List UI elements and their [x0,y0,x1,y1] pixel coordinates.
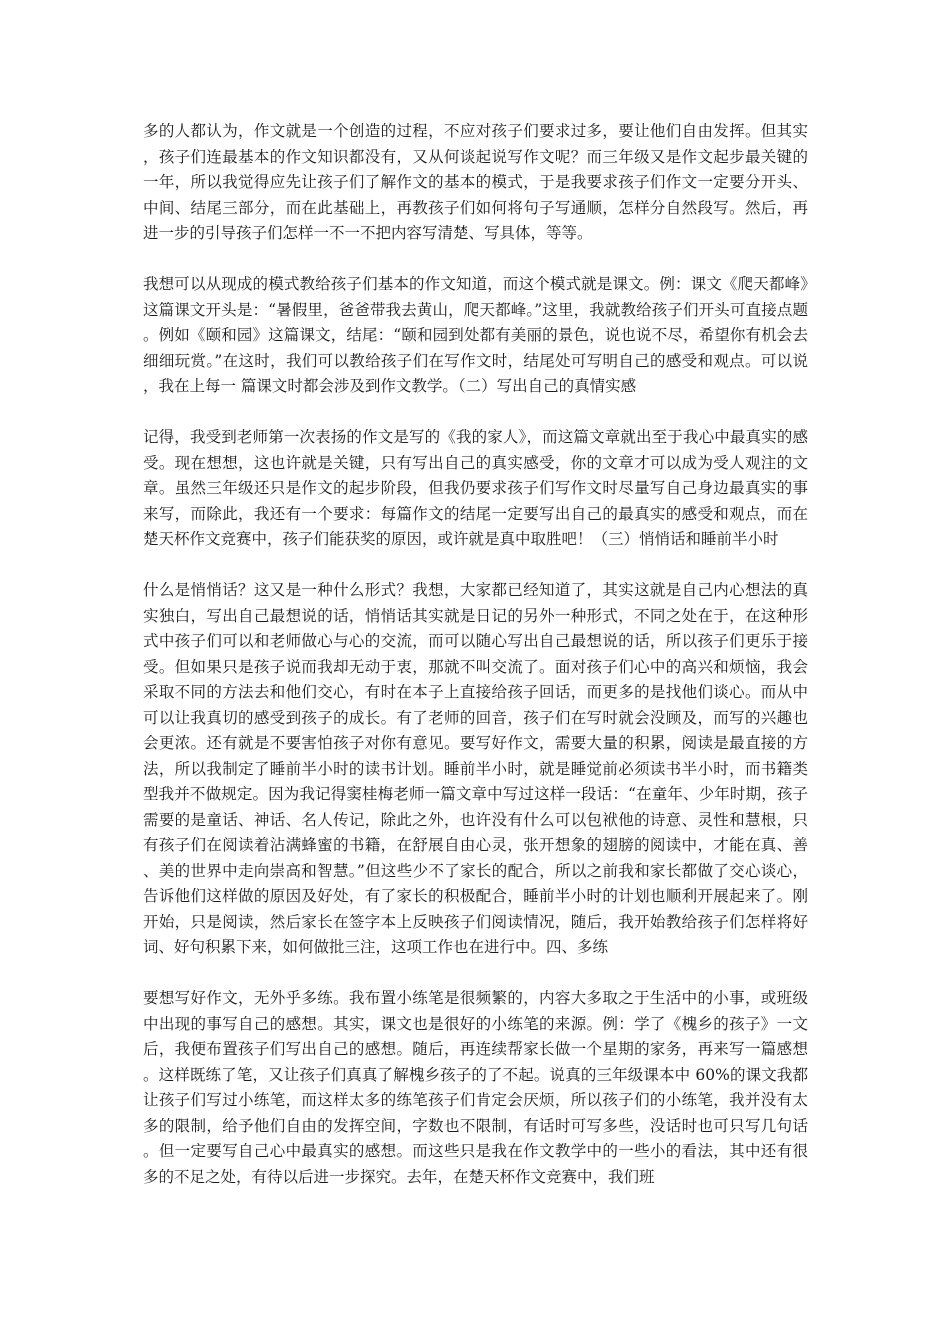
paragraph: 什么是悄悄话？这又是一种什么形式？我想，大家都已经知道了，其实这就是自己内心想法的真实独白，写出自己最想说的话，悄悄话其实就是日记的另外一种形式，不同之处在于，在这种形式中孩子们可以和老师做心与心的交流，而可以随心写出自己最想说的话，所以孩子们更乐于接受。但如果只是孩子说而我却无动于衷，那就不叫交流了。面对孩子们心中的高兴和烦恼，我会采取不同的方法去和他们交心，有时在本子上直接给孩子回话，而更多的是找他们谈心。而从中可以让我真切的感受到孩子的成长。有了老师的回音，孩子们在写时就会没顾及，而写的兴趣也会更浓。还有就是不要害怕孩子对你有意见。要写好作文，需要大量的积累，阅读是最直接的方法，所以我制定了睡前半小时的读书计划。睡前半小时，就是睡觉前必须读书半小时，而书籍类型我并不做规定。因为我记得窦桂梅老师一篇文章中写过这样一段话：“在童年、少年时期，孩子需要的是童话、神话、名人传记，除此之外，也许没有什么可以包袱他的诗意、灵性和慧根，只有孩子们在阅读着沾满蜂蜜的书籍，在舒展自由心灵，张开想象的翅膀的阅读中，才能在真、善、美的世界中走向崇高和智慧。”但这些少不了家长的配合，所以之前我和家长都做了交心谈心，告诉他们这样做的原因及好处，有了家长的积极配合，睡前半小时的计划也顺利开展起来了。刚开始，只是阅读，然后家长在签字本上反映孩子们阅读情况，随后，我开始教给孩子们怎样将好词、好句积累下来，如何做批三注，这项工作也在进行中。四、多练 [143,581,808,956]
paragraph: 要想写好作文，无外乎多练。我布置小练笔是很频繁的，内容大多取之于生活中的小事，或班级中出现的事写自己的感想。其实，课文也是很好的小练笔的来源。例：学了《槐乡的孩子》一文后，我便布置孩子们写出自己的感想。随后，再连续帮家长做一个星期的家务，再来写一篇感想。这样既练了笔，又让孩子们真真了解槐乡孩子的了不起。说真的三年级课本中 60%的课文我都让孩子们写过小练笔，而这样太多的练笔孩子们肯定会厌烦，所以孩子们的小练笔，我并没有太多的限制，给予他们自由的发挥空间，字数也不限制，有话时可写多些，没话时也可只写几句话。但一定要写自己心中最真实的感想。而这些只是我在作文教学中的一些小的看法，其中还有很多的不足之处，有待以后进一步探究。去年，在楚天杯作文竞赛中，我们班 [143,989,808,1186]
paragraph: 我想可以从现成的模式教给孩子们基本的作文知道，而这个模式就是课文。例：课文《爬天都峰》这篇课文开头是：“暑假里，爸爸带我去黄山，爬天都峰。”这里，我就教给孩子们开头可直接点题。例如《颐和园》这篇课文，结尾：“颐和园到处都有美丽的景色，说也说不尽，希望你有机会去细细玩赏。”在这时，我们可以教给孩子们在写作文时，结尾处可写明自己的感受和观点。可以说，我在上每一 篇课文时都会涉及到作文教学。（二）写出自己的真情实感 [143,275,808,395]
paragraph: 记得，我受到老师第一次表扬的作文是写的《我的家人》，而这篇文章就出至于我心中最真实的感受。现在想想，这也许就是关键，只有写出自己的真实感受，你的文章才可以成为受人观注的文章。虽然三年级还只是作文的起步阶段，但我仍要求孩子们写作文时尽量写自己身边最真实的事来写，而除此，我还有一个要求：每篇作文的结尾一定要写出自己的最真实的感受和观点，而在楚天杯作文竞赛中，孩子们能获奖的原因，或许就是真中取胜吧！（三）悄悄话和睡前半小时 [143,428,808,548]
document-body [143,119,808,1190]
paragraph: 多的人都认为，作文就是一个创造的过程，不应对孩子们要求过多，要让他们自由发挥。但其实，孩子们连最基本的作文知识都没有，又从何谈起说写作文呢？而三年级又是作文起步最关键的一年，所以我觉得应先让孩子们了解作文的基本的模式，于是我要求孩子们作文一定要分开头、中间、结尾三部分，而在此基础上，再教孩子们如何将句子写通顺，怎样分自然段写。然后，再进一步的引导孩子们怎样一不一不把内容写清楚、写具体，等等。 [143,122,808,242]
